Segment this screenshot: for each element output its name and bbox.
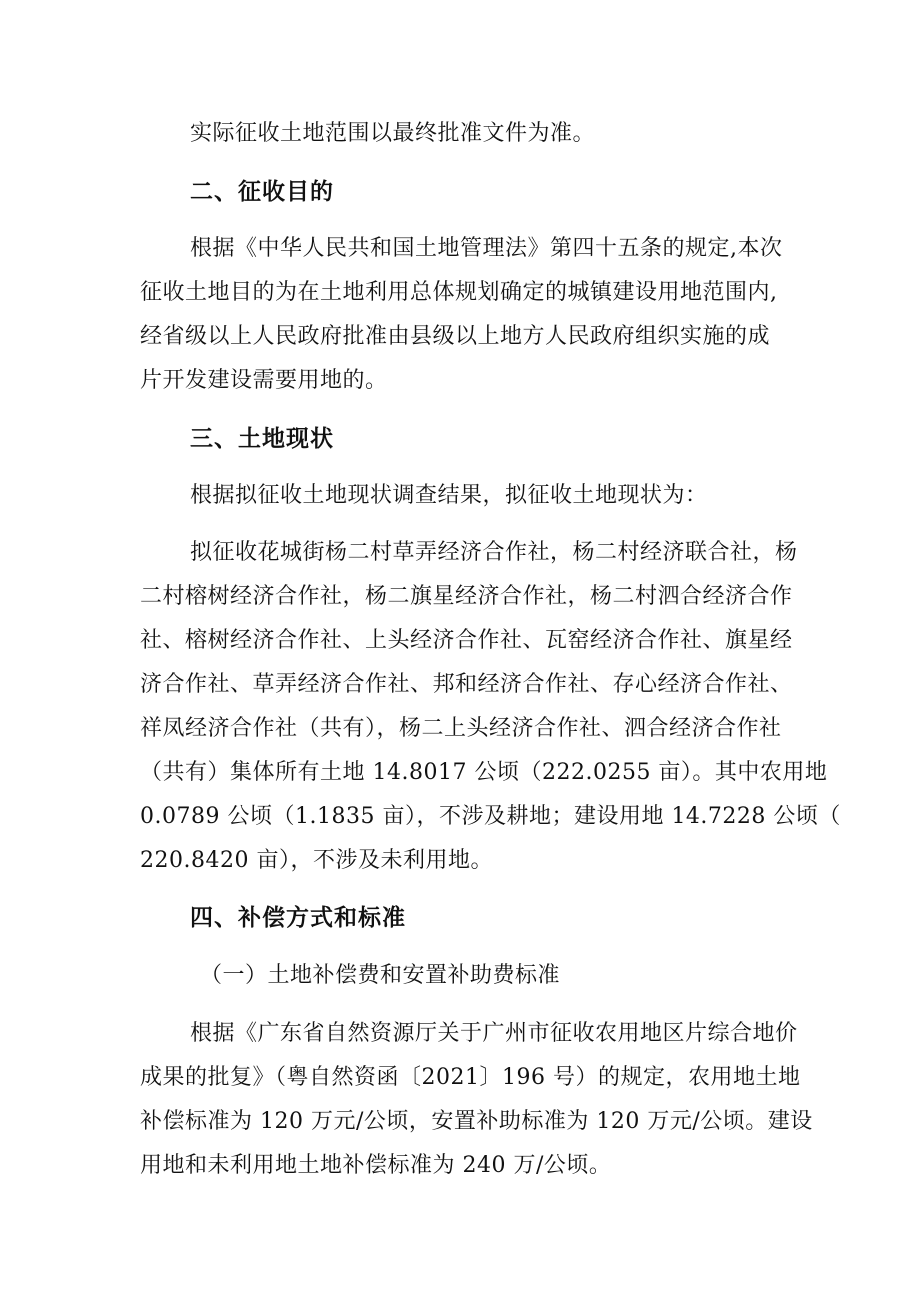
paragraph-line: 220.8420 亩），不涉及未利用地。: [140, 848, 493, 873]
paragraph-line: （共有）集体所有土地 14.8017 公顷（222.0255 亩）。其中农用地: [140, 760, 828, 785]
paragraph-line: 征收土地目的为在土地利用总体规划确定的城镇建设用地范围内,: [140, 280, 778, 305]
paragraph-line: 补偿标准为 120 万元/公顷，安置补助标准为 120 万元/公顷。建设: [140, 1109, 813, 1134]
paragraph-line: 成果的批复》（粤自然资函〔2021〕196 号）的规定，农用地土地: [140, 1065, 801, 1090]
section-heading-purpose: 二、征收目的: [190, 179, 334, 205]
paragraph-line: 用地和未利用地土地补偿标准为 240 万/公顷。: [140, 1153, 612, 1178]
paragraph-line: 社、榕树经济合作社、上头经济合作社、瓦窑经济合作社、旗星经: [140, 628, 793, 653]
section-heading-status: 三、土地现状: [190, 426, 334, 452]
paragraph-line: 二村榕树经济合作社，杨二旗星经济合作社，杨二村泗合经济合作: [140, 584, 793, 609]
paragraph-line: 济合作社、草弄经济合作社、邦和经济合作社、存心经济合作社、: [140, 672, 793, 697]
paragraph-line: 根据拟征收土地现状调查结果，拟征收土地现状为：: [190, 483, 708, 508]
section-heading-compensation: 四、补偿方式和标准: [190, 905, 406, 931]
paragraph-line: 0.0789 公顷（1.1835 亩），不涉及耕地；建设用地 14.7228 公顷（: [140, 804, 841, 829]
paragraph-line: 根据《广东省自然资源厅关于广州市征收农用地区片综合地价: [190, 1021, 798, 1046]
paragraph-line: 实际征收土地范围以最终批准文件为准。: [190, 121, 596, 146]
paragraph-line: 祥凤经济合作社（共有），杨二上头经济合作社、泗合经济合作社: [140, 716, 782, 741]
paragraph-line: 片开发建设需要用地的。: [140, 368, 388, 393]
paragraph-line: 经省级以上人民政府批准由县级以上地方人民政府组织实施的成: [140, 324, 771, 349]
paragraph-line: 拟征收花城街杨二村草弄经济合作社，杨二村经济联合社，杨: [190, 540, 798, 565]
subsection-heading: （一）土地补偿费和安置补助费标准: [200, 963, 561, 988]
paragraph-line: 根据《中华人民共和国土地管理法》第四十五条的规定,本次: [190, 236, 783, 261]
